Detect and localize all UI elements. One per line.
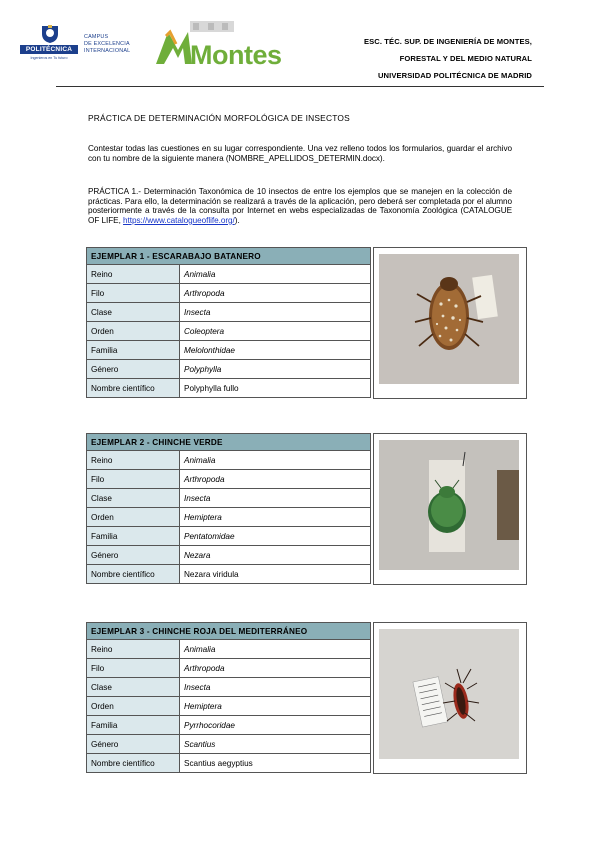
table-row [87, 735, 371, 754]
row-label: Nombre científico [87, 565, 180, 584]
row-label: Género [87, 360, 180, 379]
instructions-paragraph: Contestar todas las cuestiones en su lugar correspondiente. Una vez relleno todos los formularios, guardar el archivo con tu nombre de la siguiente manera (NOMBRE_APELLIDOS_DETERMIN.docx). [88, 144, 512, 163]
row-value[interactable]: Insecta [180, 489, 371, 508]
row-label: Clase [87, 303, 180, 322]
table-row [87, 489, 371, 508]
row-label: Clase [87, 678, 180, 697]
table-row [87, 451, 371, 470]
table-row [87, 546, 371, 565]
row-value[interactable]: Arthropoda [180, 659, 371, 678]
row-value[interactable]: Insecta [180, 678, 371, 697]
table-row [87, 508, 371, 527]
row-value[interactable]: Insecta [180, 303, 371, 322]
table-row [87, 379, 371, 398]
row-value[interactable]: Pyrrhocoridae [180, 716, 371, 735]
specimen-header: EJEMPLAR 1 - ESCARABAJO BATANERO [87, 248, 371, 265]
row-value[interactable]: Scantius [180, 735, 371, 754]
row-label: Reino [87, 451, 180, 470]
table-row [87, 360, 371, 379]
row-value[interactable]: Animalia [180, 265, 371, 284]
specimen-photo-1 [373, 247, 527, 399]
row-label: Orden [87, 322, 180, 341]
specimen-header: EJEMPLAR 3 - CHINCHE ROJA DEL MEDITERRÁNEO [87, 623, 371, 640]
specimen-photo-3 [373, 622, 527, 774]
table-row [87, 303, 371, 322]
row-label: Orden [87, 697, 180, 716]
table-row [87, 697, 371, 716]
specimen-table-1 [86, 247, 371, 398]
table-row [87, 527, 371, 546]
specimen-table-3 [86, 622, 371, 773]
row-value[interactable]: Scantius aegyptius [180, 754, 371, 773]
table-row [87, 716, 371, 735]
row-label: Nombre científico [87, 754, 180, 773]
school-name [364, 33, 532, 84]
row-value[interactable]: Animalia [180, 451, 371, 470]
upm-logo [20, 24, 78, 68]
red-bug-photo-icon [379, 629, 519, 759]
row-label: Familia [87, 341, 180, 360]
row-value[interactable]: Coleoptera [180, 322, 371, 341]
table-row [87, 678, 371, 697]
row-value[interactable]: Hemiptera [180, 508, 371, 527]
school-line: ESC. TÉC. SUP. DE INGENIERÍA DE MONTES, [363, 37, 532, 46]
row-label: Familia [87, 716, 180, 735]
green-bug-photo-icon [379, 440, 519, 570]
school-line: UNIVERSIDAD POLITÉCNICA DE MADRID [377, 71, 532, 80]
table-row [87, 284, 371, 303]
row-label: Filo [87, 284, 180, 303]
table-row [87, 341, 371, 360]
row-label: Orden [87, 508, 180, 527]
row-label: Reino [87, 640, 180, 659]
row-value[interactable]: Arthropoda [180, 284, 371, 303]
row-value[interactable]: Polyphylla [180, 360, 371, 379]
upm-crest-icon [39, 24, 61, 44]
campus-line: INTERNACIONAL [84, 48, 131, 54]
row-label: Filo [87, 470, 180, 489]
campus-line: DE EXCELENCIA [84, 41, 130, 47]
table-row [87, 470, 371, 489]
row-label: Nombre científico [87, 379, 180, 398]
campus-line: CAMPUS [84, 34, 109, 40]
row-value[interactable]: Nezara [180, 546, 371, 565]
row-label: Filo [87, 659, 180, 678]
document-title: PRÁCTICA DE DETERMINACIÓN MORFOLÓGICA DE INSECTOS [88, 113, 350, 123]
practice-text: PRÁCTICA 1.- Determinación Taxonómica de 10 insectos de entre los ejemplos que se manejen en la colección de prácticas. Para ello, la determinación se realizará a través de la aplicación, pero deberá ser completada por el alumno posteriormente a través de la consulta por Internet en webs especializadas de Taxonomía Zoológica (CATALOGUE OF LIFE, [88, 187, 512, 225]
beetle-photo-icon [379, 254, 519, 384]
row-label: Género [87, 546, 180, 565]
table-row [87, 322, 371, 341]
montes-logo-text: Montes [190, 40, 282, 70]
practice-end: ). [234, 215, 240, 225]
table-row [87, 565, 371, 584]
upm-name: POLITÉCNICA [20, 45, 78, 54]
header-divider [56, 86, 544, 87]
table-row [87, 659, 371, 678]
row-value[interactable]: Pentatomidae [180, 527, 371, 546]
row-value[interactable]: Animalia [180, 640, 371, 659]
row-value[interactable]: Polyphylla fullo [180, 379, 371, 398]
row-value[interactable]: Arthropoda [180, 470, 371, 489]
row-value[interactable]: Hemiptera [180, 697, 371, 716]
campus-excelencia [84, 34, 144, 55]
table-row [87, 754, 371, 773]
row-label: Familia [87, 527, 180, 546]
row-value[interactable]: Nezara viridula [180, 565, 371, 584]
specimen-photo-2 [373, 433, 527, 585]
upm-subtitle: Ingenieros en Tu futuro [30, 56, 68, 60]
specimen-table-2 [86, 433, 371, 584]
catalogue-of-life-link[interactable]: https://www.catalogueoflife.org/ [123, 215, 235, 225]
table-row [87, 265, 371, 284]
row-label: Género [87, 735, 180, 754]
montes-logo [152, 20, 282, 70]
row-label: Clase [87, 489, 180, 508]
table-row [87, 640, 371, 659]
row-label: Reino [87, 265, 180, 284]
school-line: FORESTAL Y DEL MEDIO NATURAL [399, 54, 532, 63]
specimen-header: EJEMPLAR 2 - CHINCHE VERDE [87, 434, 371, 451]
practice-paragraph [88, 187, 512, 225]
row-value[interactable]: Melolonthidae [180, 341, 371, 360]
